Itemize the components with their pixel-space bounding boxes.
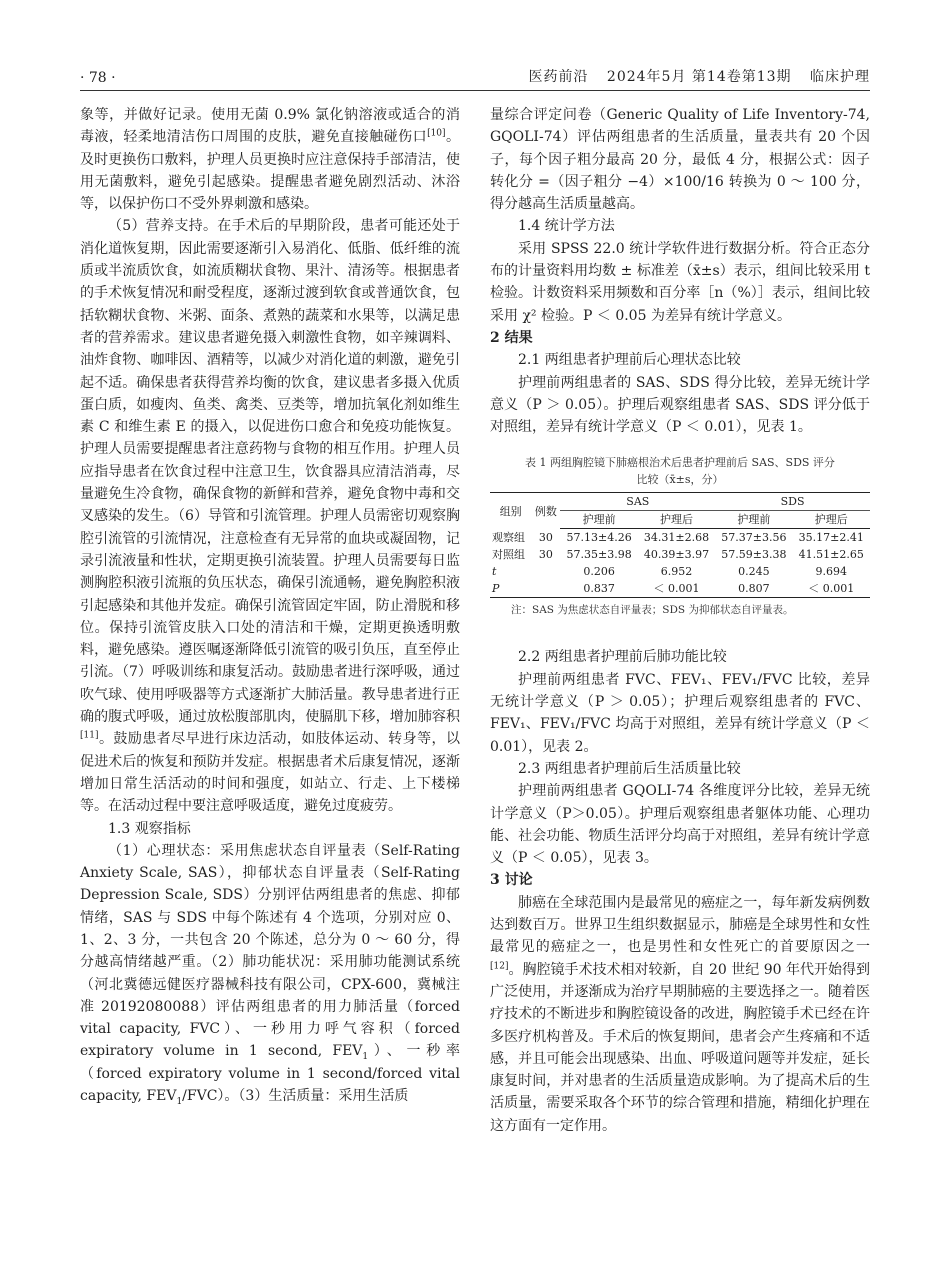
section-heading-2: 2 结果 [490,329,533,346]
table-row: P 0.837 ＜ 0.001 0.807 ＜ 0.001 [490,580,870,598]
table-1 [490,454,870,618]
citation[interactable]: [11] [80,730,99,741]
table-row: 对照组 30 57.35±3.98 40.39±3.97 57.59±3.38 41.51±2.65 [492,548,864,562]
col-header-after: 护理后 [638,511,715,529]
table-caption: 表 1 两组胸腔镜下肺癌根治术后患者护理前后 SAS、SDS 评分 比较（x̄±s，分） [525,456,835,487]
paragraph: 肺癌在全球范围内是最常见的癌症之一，每年新发病例数达到数百万。世界卫生组织数据显示，肺癌是全球男性和女性最常见的癌症之一，也是男性和女性死亡的首要原因之一[12]。胸腔镜手术技术相对较新，自 20 世纪 90 年代开始得到广泛使用，并逐渐成为治疗早期肺癌的主要选择之一。随着医疗技术的不断进步和胸腔镜设备的改进，胸腔镜手术已经在许多医疗机构普及。手术后的恢复期间，患者会产生疼痛和不适感，并且可能会出现感染、出血、呼吸道问题等并发症，延长康复时间，并对患者的生活质量造成影响。为了提高术后的生活质量，需要采取各个环节的综合管理和措施，精细化护理在这方面有一定作用。 [490,894,870,1134]
table-row: t 0.206 6.952 0.245 9.694 [492,565,848,579]
col-header-before: 护理前 [560,511,637,529]
paragraph: 象等，并做好记录。使用无菌 0.9% 氯化钠溶液或适合的消毒液，轻柔地清洁伤口周围的皮肤，避免直接触碰伤口[10]。及时更换伤口敷料，护理人员更换时应注意保持手部清洁，使用无菌敷料，避免引起感染。提醒患者避免剧烈活动、沐浴等，以保护伤口不受外界刺激和感染。 [80,107,461,213]
paragraph: 采用 SPSS 22.0 统计学软件进行数据分析。符合正态分布的计量资料用均数 ± 标准差（x̄±s）表示，组间比较采用 t 检验。计数资料采用频数和百分率［n（%）］表示，组间比较采用 χ² 检验。P ＜ 0.05 为差异有统计学意义。 [490,240,870,324]
paragraph: 量综合评定问卷（Generic Quality of Life Inventory-74, GQOLI-74）评估两组患者的生活质量，量表共有 20 个因子，每个因子粗分最高 20 分，最低 4 分，根据公式：因子转化分 =（因子粗分 −4）×100/16 转换为 0 ～ 100 分，得分越高生活质量越高。 [490,107,870,213]
col-header-n: 例数 [531,493,560,529]
page-number: · 78 · [80,70,116,86]
col-header-before: 护理前 [715,511,792,529]
page-header [80,58,870,91]
header-right [514,66,870,86]
paragraph: 护理前两组患者 FVC、FEV₁、FEV₁/FVC 比较，差异无统计学意义（P ＞ 0.05）；护理后观察组患者的 FVC、FEV₁、FEV₁/FVC 均高于对照组，差异有统计学意义（P ＜ 0.01），见表 2。 [490,671,870,755]
table-note: 注：SAS 为焦虑状态自评量表；SDS 为抑郁状态自评量表。 [511,604,794,617]
section-heading-1-3: 1.3 观察指标 [108,820,191,837]
section-heading-2-2: 2.2 两组患者护理前后肺功能比较 [518,649,727,666]
paragraph: 护理前两组患者的 SAS、SDS 得分比较，差异无统计学意义（P ＞ 0.05）。护理后观察组患者 SAS、SDS 评分低于对照组，差异有统计学意义（P ＜ 0.01），见表 1。 [490,374,870,436]
table-row: 观察组 30 57.13±4.26 34.31±2.68 57.37±3.56 35.17±2.41 [492,531,864,545]
col-header-group: 组别 [490,493,531,529]
table-1-grid [490,492,870,598]
col-header-sds: SDS [715,493,870,511]
journal-name: 医药前沿 [528,69,589,85]
citation[interactable]: [10] [427,128,446,139]
col-header-sas: SAS [560,493,715,511]
left-column [80,104,460,1107]
paragraph: 护理前两组患者 GQOLI-74 各维度评分比较，差异无统计学意义（P＞0.05）。护理后观察组患者躯体功能、心理功能、社会功能、物质生活评分均高于对照组，差异有统计学意义（P ＜ 0.05），见表 3。 [490,783,870,867]
right-column [490,104,870,1137]
issue-info: 2024年5月 第14卷第13期 [606,69,792,85]
citation[interactable]: [12] [490,960,509,971]
section-heading-3: 3 讨论 [490,872,533,889]
section-name: 临床护理 [810,69,870,85]
section-heading-2-1: 2.1 两组患者护理前后心理状态比较 [518,352,741,369]
paragraph: （5）营养支持。在手术后的早期阶段，患者可能还处于消化道恢复期，因此需要逐渐引入易消化、低脂、低纤维的流质或半流质饮食，如流质糊状食物、果汁、清汤等。根据患者的手术恢复情况和耐受程度，逐渐过渡到软食或普通饮食，包括软糊状食物、米粥、面条、煮熟的蔬菜和水果等，以满足患者的营养需求。建议患者避免摄入刺激性食物，如辛辣调料、油炸食物、咖啡因、酒精等，以减少对消化道的刺激，避免引起不适。确保患者获得营养均衡的饮食，建议患者多摄入优质蛋白质，如瘦肉、鱼类、禽类、豆类等，增加抗氧化剂如维生素 C 和维生素 E 的摄入，以促进伤口愈合和免疫功能恢复。护理人员需要提醒患者注意药物与食物的相互作用。护理人员应指导患者在饮食过程中注意卫生，饮食器具应清洁消毒，尽量避免生冷食物，确保食物的新鲜和营养，避免食物中毒和交叉感染的发生。（6）导管和引流管理。护理人员需密切观察胸腔引流管的引流情况，注意检查有无异常的血块或凝固物，记录引流液量和性状，定期更换引流装置。护理人员需要每日监测胸腔积液引流瓶的负压状态，确保引流通畅，避免胸腔积液引起感染和其他并发症。确保引流管固定牢固，防止滑脱和移位。保持引流管皮肤入口处的清洁和干燥，定期更换透明敷料，避免感染。遵医嘱逐渐降低引流管的吸引负压，直至停止引流。（7）呼吸训练和康复活动。鼓励患者进行深呼吸，通过吹气球、使用呼吸器等方式逐渐扩大肺活量。教导患者进行正确的腹式呼吸，通过放松腹部肌肉，使膈肌下移，增加肺容积[11]。鼓励患者尽早进行床边活动，如肢体运动、转身等，以促进术后的恢复和预防并发症。根据患者术后康复情况，逐渐增加日常生活活动的时间和强度，如站立、行走、上下楼梯等。在活动过程中要注意呼吸适度，避免过度疲劳。 [80,218,460,815]
section-heading-1-4: 1.4 统计学方法 [518,218,615,235]
col-header-after: 护理后 [793,511,870,529]
paragraph: （1）心理状态：采用焦虑状态自评量表（Self-Rating Anxiety Scale, SAS），抑郁状态自评量表（Self-Rating Depression Scale, SDS）分别评估两组患者的焦虑、抑郁情绪，SAS 与 SDS 中每个陈述有 4 个选项，分别对应 0、1、2、3 分，一共包含 20 个陈述，总分为 0 ～ 60 分，得分越高情绪越严重。（2）肺功能状况：采用肺功能测试系统（河北冀德远健医疗器械科技有限公司，CPX-600，冀械注准 20192080088）评估两组患者的用力肺活量（forced vital capacity, FVC）、一秒用力呼气容积（forced expiratory volume in 1 second, $FEV_1$）、一秒率（forced expiratory volume in 1 second/forced vital capacity, $FEV_1/FVC$）。（3）生活质量：采用生活质 [80,842,460,1107]
section-heading-2-3: 2.3 两组患者护理前后生活质量比较 [518,760,741,777]
